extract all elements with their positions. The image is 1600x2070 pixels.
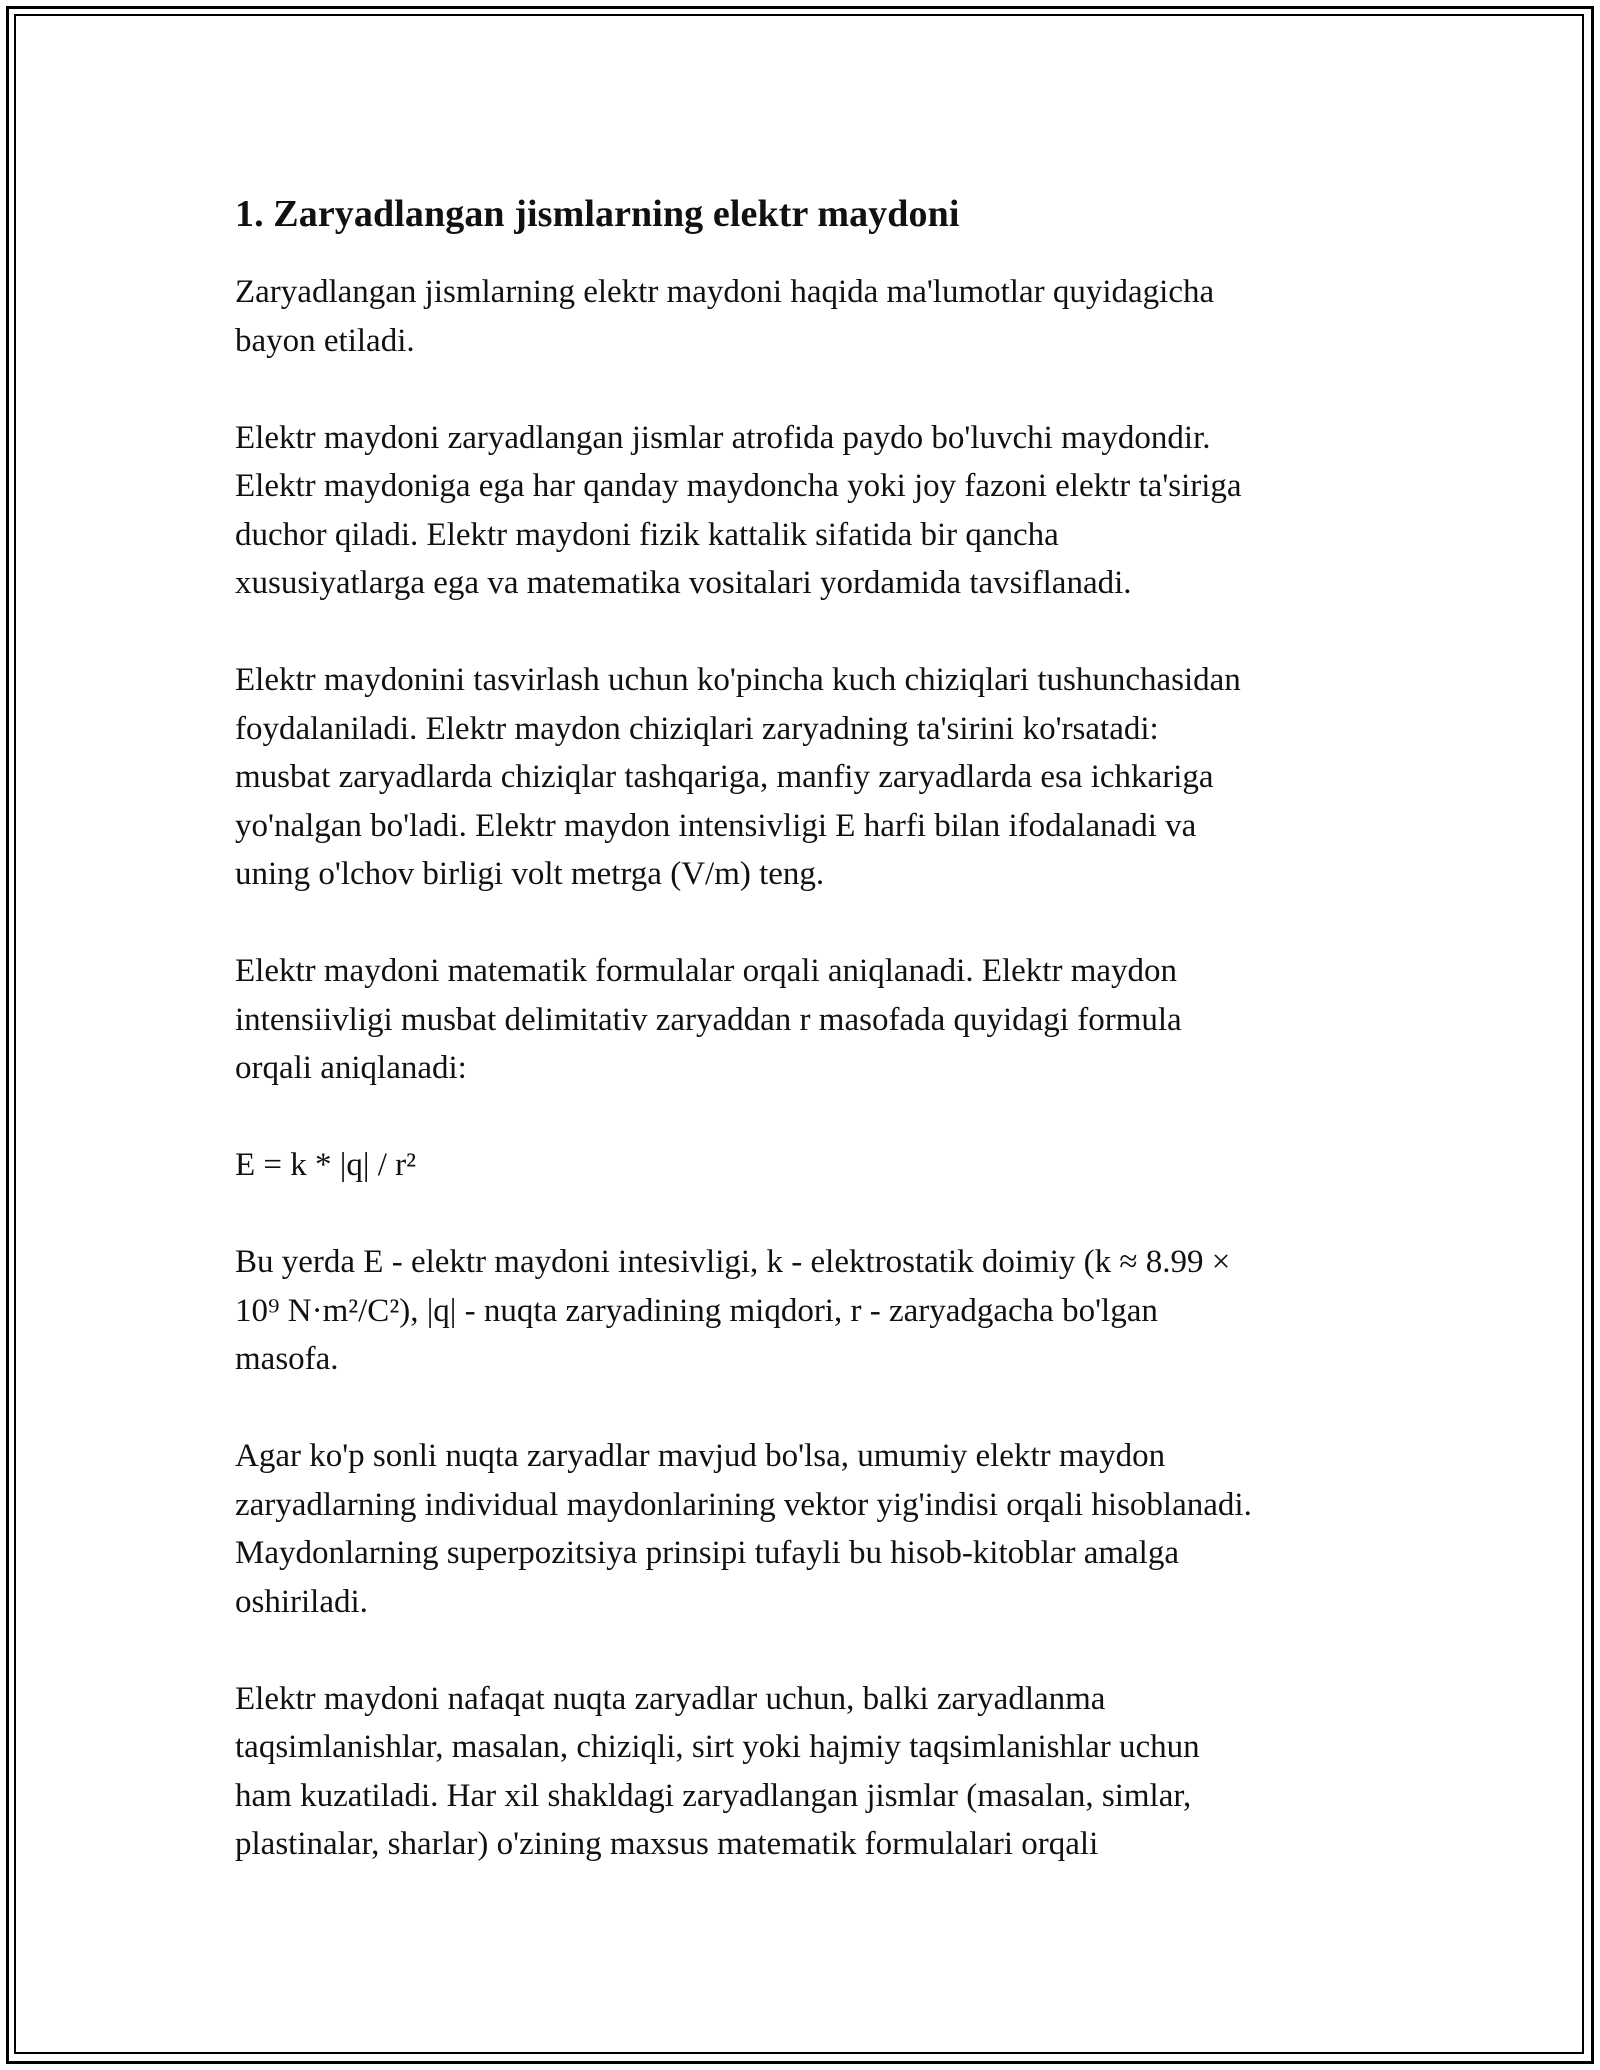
text-line: intensiivligi musbat delimitativ zaryaddan r masofada quyidagi formula [235,1001,1182,1038]
text-line: yo'nalgan bo'ladi. Elektr maydon intensivligi E harfi bilan ifodalanadi va [235,807,1197,844]
text-line: masofa. [235,1341,339,1377]
text-line: plastinalar, sharlar) o'zining maxsus matematik formulalari orqali [235,1826,1099,1862]
paragraph-superposition [235,1432,1375,1626]
text-line: bayon etiladi. [235,322,415,359]
paragraph-intro [235,268,1375,365]
text-line: Maydonlarning superpozitsiya prinsipi tufayli bu hisob-kitoblar amalga [235,1535,1179,1571]
paragraph-formula-explanation [235,1238,1375,1384]
text-line: 10⁹ N·m²/C²), |q| - nuqta zaryadining miqdori, r - zaryadgacha bo'lgan [235,1292,1158,1329]
text-line: oshiriladi. [235,1583,368,1620]
text-line: taqsimlanishlar, masalan, chiziqli, sirt yoki hajmiy taqsimlanishlar uchun [235,1729,1200,1765]
text-line: Bu yerda E - elektr maydoni intesivligi, k - elektrostatik doimiy (k ≈ 8.99 × [235,1244,1231,1280]
text-line: Elektr maydoniga ega har qanday maydoncha yoki joy fazoni elektr ta'siriga [235,468,1242,504]
paragraph-distributions [235,1675,1375,1869]
text-line: zaryadlarning individual maydonlarining vektor yig'indisi orqali hisoblanadi. [235,1486,1252,1523]
text-line: Elektr maydoni nafaqat nuqta zaryadlar uchun, balki zaryadlanma [235,1680,1106,1717]
text-line: Zaryadlangan jismlarning elektr maydoni haqida ma'lumotlar quyidagicha [235,274,1215,310]
text-line: musbat zaryadlarda chiziqlar tashqariga, manfiy zaryadlarda esa ichkariga [235,759,1214,795]
text-line: uning o'lchov birligi volt metrga (V/m) teng. [235,856,825,892]
text-line: Elektr maydonini tasvirlash uchun ko'pincha kuch chiziqlari tushunchasidan [235,662,1241,698]
paragraph-formula-intro [235,947,1375,1093]
text-line: Agar ko'p sonli nuqta zaryadlar mavjud bo'lsa, umumiy elektr maydon [235,1438,1166,1474]
paragraph-field-lines [235,656,1375,899]
text-line: foydalaniladi. Elektr maydon chiziqlari zaryadning ta'sirini ko'rsatadi: [235,710,1159,747]
text-line: xususiyatlarga ega va matematika vositalari yordamida tavsiflanadi. [235,565,1132,601]
formula [235,1141,1375,1190]
text-line: Elektr maydoni zaryadlangan jismlar atrofida paydo bo'luvchi maydondir. [235,419,1211,456]
text-line: Elektr maydoni matematik formulalar orqali aniqlanadi. Elektr maydon [235,953,1178,989]
section-heading: 1. Zaryadlangan jismlarning elektr maydoni [235,193,960,235]
paragraph-definition [235,414,1375,608]
text-line: duchor qiladi. Elektr maydoni fizik kattalik sifatida bir qancha [235,516,1059,553]
text-line: ham kuzatiladi. Har xil shakldagi zaryadlangan jismlar (masalan, simlar, [235,1777,1192,1814]
text-line: orqali aniqlanadi: [235,1050,467,1086]
formula-text: E = k * |q| / r² [235,1147,417,1183]
document-body [235,190,1375,1917]
